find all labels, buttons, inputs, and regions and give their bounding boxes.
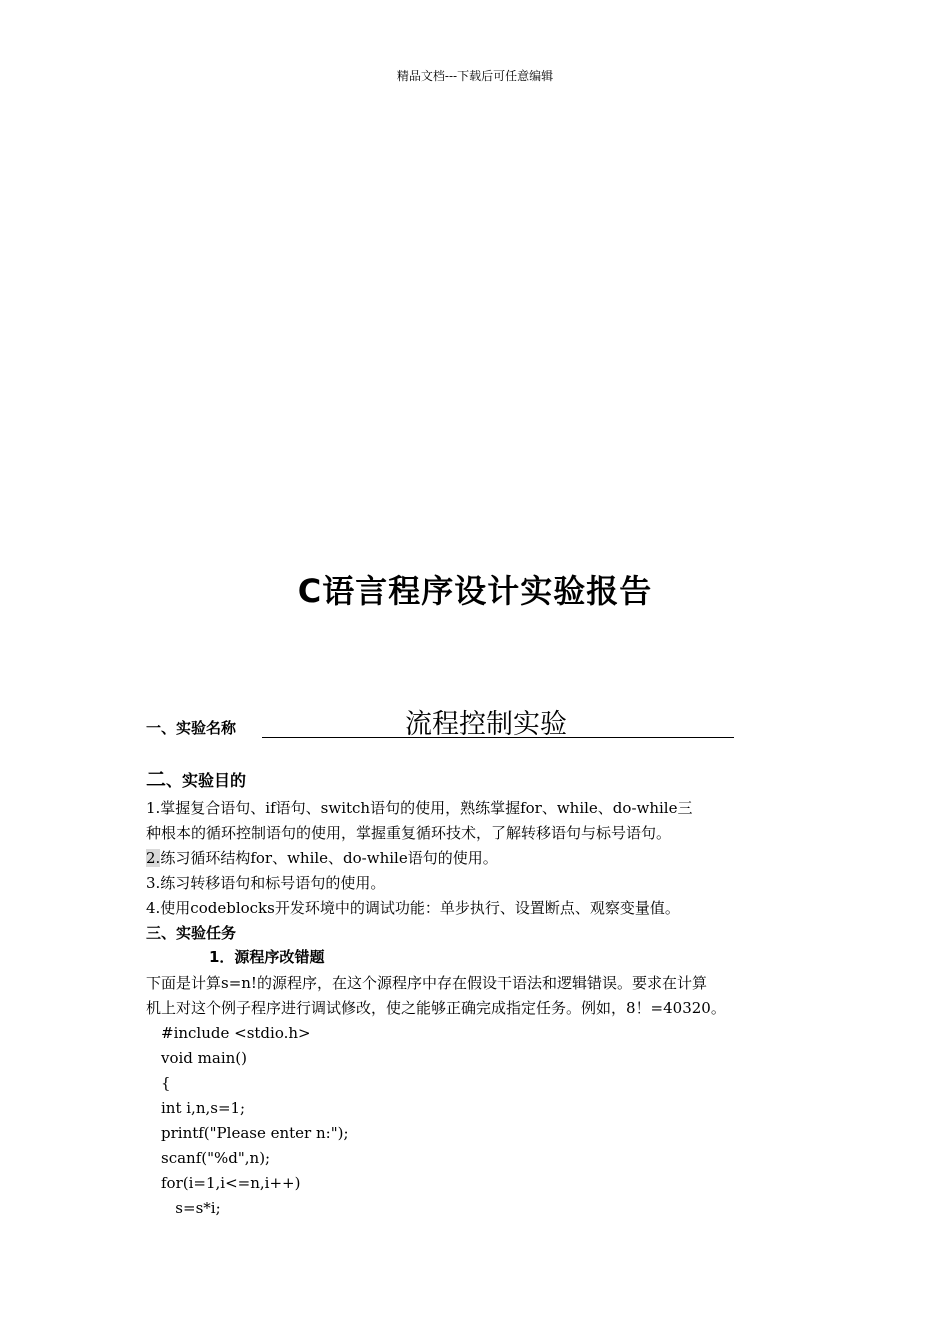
- experiment-name-value: 流程控制实验: [405, 709, 567, 740]
- code-line: scanf("%d",n);: [161, 1149, 271, 1167]
- experiment-name-field: [262, 700, 734, 738]
- code-line: {: [161, 1074, 171, 1092]
- purpose-line-3: [146, 847, 498, 869]
- task-desc-line-1: 下面是计算s=n!的源程序，在这个源程序中存在假设干语法和逻辑错误。要求在计算: [146, 974, 707, 992]
- purpose-line-2: 种根本的循环控制语句的使用，掌握重复循环技术，了解转移语句与标号语句。: [146, 824, 672, 842]
- section-purpose-number: 二: [146, 767, 166, 791]
- section-purpose-heading: [146, 763, 246, 792]
- purpose-line-3-text: 练习循环结构for、while、do-while语句的使用。: [160, 849, 498, 867]
- code-line: int i,n,s=1;: [161, 1099, 246, 1117]
- section-task-heading: 三、实验任务: [146, 924, 237, 942]
- code-line: void main(): [161, 1049, 248, 1067]
- task-subheading: 1．源程序改错题: [209, 948, 325, 966]
- section-experiment-name-label: 一、实验名称: [146, 719, 237, 737]
- code-line: s=s*i;: [161, 1199, 221, 1217]
- report-title: C语言程序设计实验报告: [297, 572, 653, 610]
- purpose-line-1: 1.掌握复合语句、if语句、switch语句的使用，熟练掌握for、while、do-while三: [146, 799, 693, 817]
- page-header: 精品文档---下载后可任意编辑: [396, 69, 554, 83]
- purpose-line-5: 4.使用codeblocks开发环境中的调试功能：单步执行、设置断点、观察变量值。: [146, 899, 680, 917]
- purpose-line-3-number: 2.: [146, 849, 161, 867]
- purpose-line-4: 3.练习转移语句和标号语句的使用。: [146, 874, 386, 892]
- code-line: printf("Please enter n:");: [161, 1124, 349, 1142]
- code-line: #include <stdio.h>: [161, 1024, 311, 1042]
- task-desc-line-2: 机上对这个例子程序进行调试修改，使之能够正确完成指定任务。例如，8！=40320。: [146, 999, 726, 1017]
- code-line: for(i=1,i<=n,i++): [161, 1174, 301, 1192]
- section-purpose-label: 、实验目的: [166, 771, 247, 790]
